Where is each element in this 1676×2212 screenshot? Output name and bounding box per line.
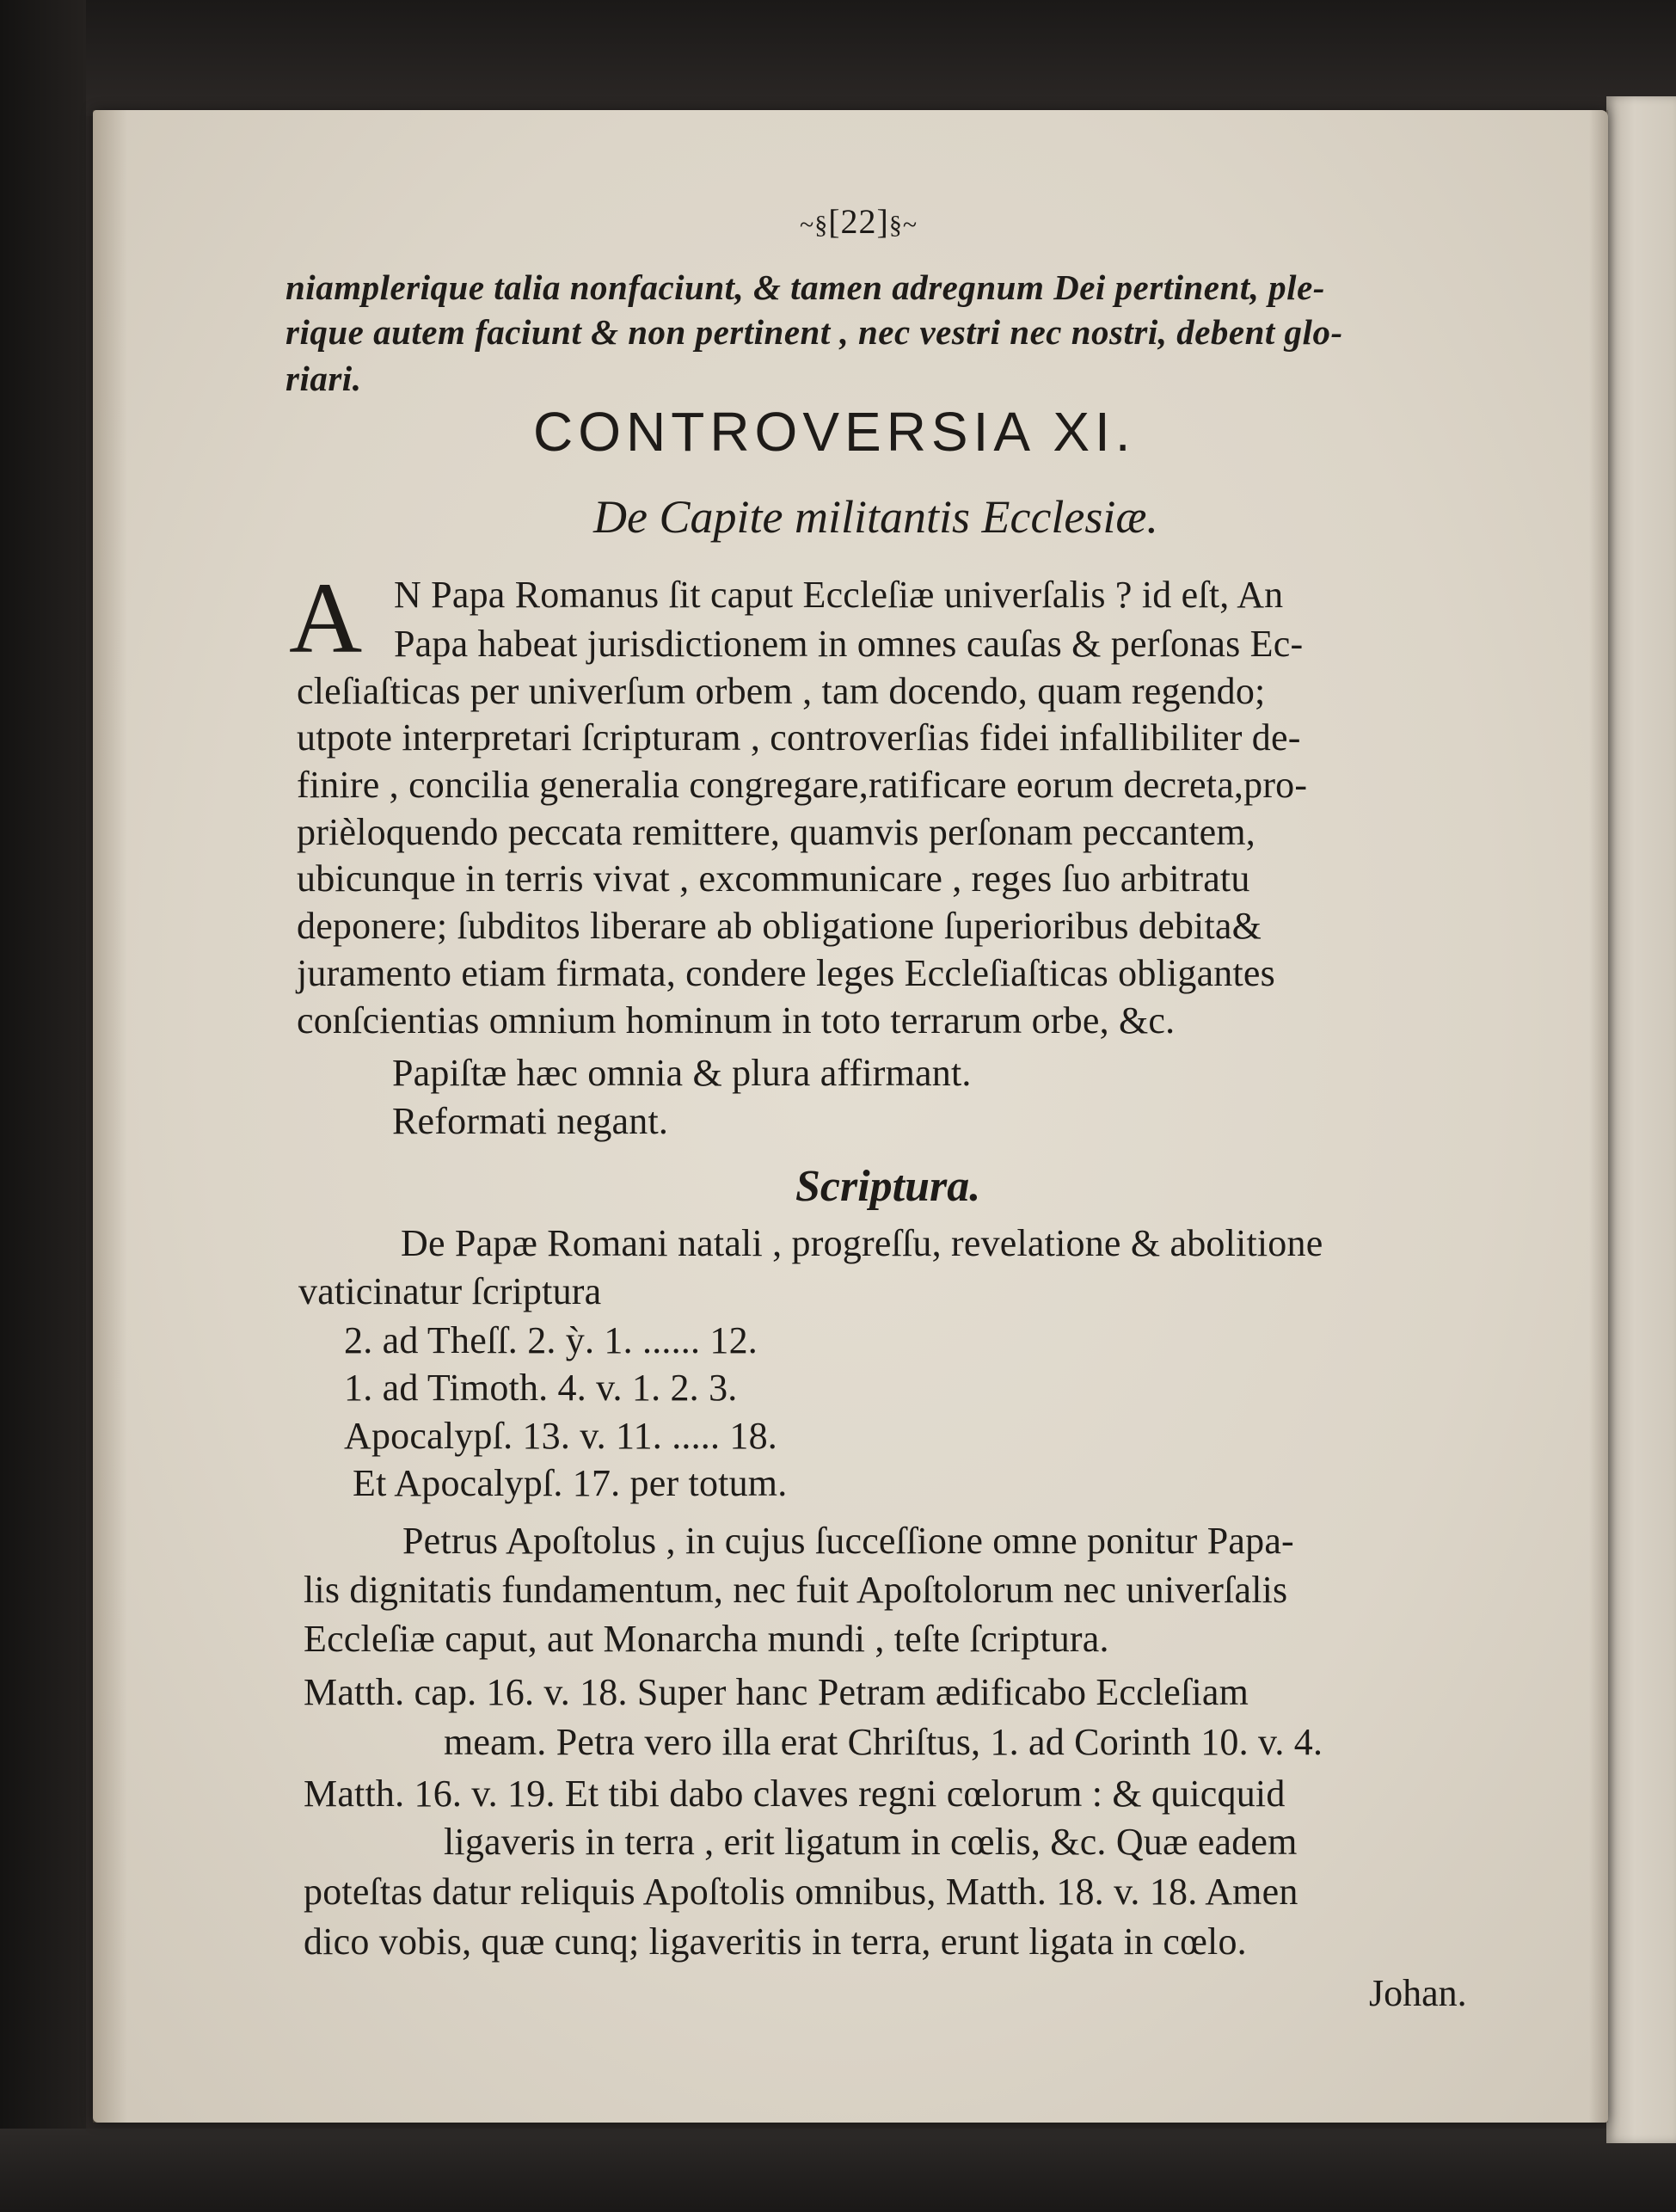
scripture-reference-3: Apocalypſ. 13. v. 11. ..... 18. <box>344 1415 777 1457</box>
page-gutter-shadow <box>1589 110 1608 2123</box>
scanner-background-bottom <box>0 2129 1676 2212</box>
scripture-reference-4: Et Apocalypſ. 17. per totum. <box>353 1462 788 1504</box>
controversy-subheading: De Capite militantis Ecclesiæ. <box>593 491 1158 543</box>
facing-page-edge <box>1606 96 1676 2143</box>
scanner-background-left <box>0 0 86 2212</box>
scripture-line-12: Matth. 16. v. 19. Et tibi dabo claves regni cœlorum : & quicquid <box>304 1773 1286 1815</box>
scripture-line-13: ligaveris in terra , erit ligatum in cœlis, &c. Quæ eadem <box>444 1821 1298 1863</box>
body-line-4: utpote interpretari ſcripturam , controverſias fidei infallibiliter de- <box>297 716 1301 759</box>
intro-line-2: rique autem faciunt & non pertinent , nec vestri nec nostri, debent glo- <box>285 312 1343 352</box>
body-line-8: deponere; ſubditos liberare ab obligatione ſuperioribus debita& <box>297 905 1262 947</box>
drop-cap: A <box>289 562 363 674</box>
body-line-reformed: Reformati negant. <box>392 1100 669 1142</box>
ornament-left-icon: ~§ <box>800 210 829 239</box>
page-shadow-left <box>93 110 127 2123</box>
section-title-scriptura: Scriptura. <box>795 1162 981 1211</box>
body-line-2: Papa habeat jurisdictionem in omnes cauſas & perſonas Ec- <box>394 623 1304 665</box>
scripture-line-15: dico vobis, quæ cunq; ligaveritis in terra, erunt ligata in cœlo. <box>304 1920 1247 1963</box>
body-line-10: conſcientias omnium hominum in toto terrarum orbe, &c. <box>297 999 1176 1041</box>
scripture-line-7: Petrus Apoſtolus , in cujus ſucceſſione omne ponitur Papa- <box>402 1520 1294 1562</box>
catchword: Johan. <box>1369 1972 1467 2014</box>
scripture-line-14: poteſtas datur reliquis Apoſtolis omnibus, Matth. 18. v. 18. Amen <box>304 1871 1298 1913</box>
scripture-line-11: meam. Petra vero illa erat Chriſtus, 1. ad Corinth 10. v. 4. <box>444 1721 1323 1763</box>
page-number <box>800 202 918 241</box>
body-line-1: N Papa Romanus ſit caput Eccleſiæ univerſalis ? id eſt, An <box>394 574 1284 616</box>
scripture-reference-2: 1. ad Timoth. 4. v. 1. 2. 3. <box>344 1367 738 1409</box>
scripture-line-1: De Papæ Romani natali , progreſſu, revelatione & abolitione <box>401 1222 1323 1264</box>
scanner-background-top <box>0 0 1676 116</box>
scripture-line-10: Matth. cap. 16. v. 18. Super hanc Petram ædificabo Eccleſiam <box>304 1671 1249 1713</box>
ornament-right-icon: §~ <box>888 210 918 239</box>
body-line-6: prièloquendo peccata remittere, quamvis perſonam peccantem, <box>297 811 1255 853</box>
scripture-line-8: lis dignitatis fundamentum, nec fuit Apoſtolorum nec univerſalis <box>304 1569 1288 1611</box>
page-number-value: [22] <box>828 202 889 241</box>
controversy-heading: CONTROVERSIA XI. <box>533 401 1136 463</box>
body-line-9: juramento etiam firmata, condere leges Eccleſiaſticas obligantes <box>297 952 1275 994</box>
body-line-5: finire , concilia generalia congregare,ratificare eorum decreta,pro- <box>297 764 1308 806</box>
body-line-7: ubicunque in terris vivat , excommunicare , reges ſuo arbitratu <box>297 857 1250 900</box>
scripture-line-9: Eccleſiæ caput, aut Monarcha mundi , teſte ſcriptura. <box>304 1618 1109 1660</box>
intro-line-1: niamplerique talia nonfaciunt, & tamen adregnum Dei pertinent, ple- <box>285 267 1325 307</box>
body-line-3: cleſiaſticas per univerſum orbem , tam docendo, quam regendo; <box>297 670 1266 712</box>
scripture-reference-1: 2. ad Theſſ. 2. ỳ. 1. ...... 12. <box>344 1319 758 1361</box>
body-line-papists: Papiſtæ hæc omnia & plura affirmant. <box>392 1052 972 1094</box>
intro-line-3: riari. <box>285 359 362 398</box>
scripture-line-2: vaticinatur ſcriptura <box>298 1270 602 1312</box>
